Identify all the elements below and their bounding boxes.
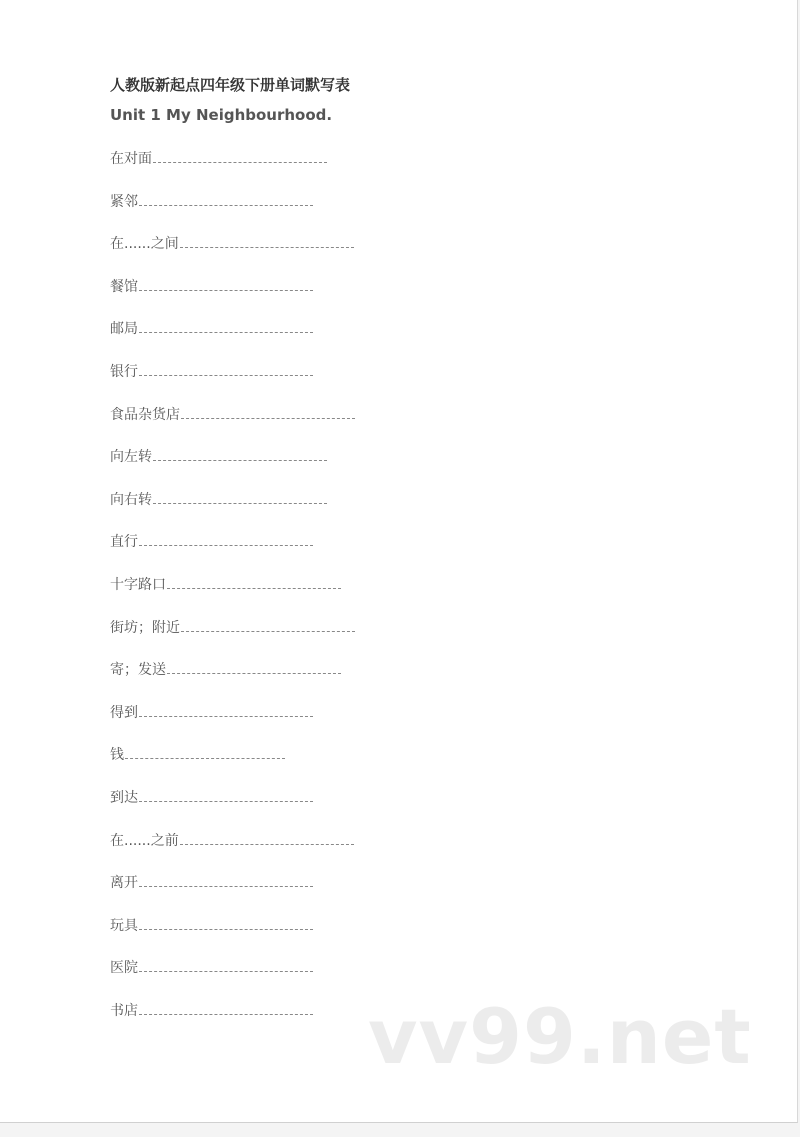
answer-blank bbox=[181, 617, 355, 632]
answer-blank bbox=[139, 872, 313, 887]
answer-blank bbox=[139, 531, 313, 546]
vocabulary-row bbox=[110, 361, 355, 404]
answer-blank bbox=[167, 659, 341, 674]
answer-blank bbox=[139, 957, 313, 972]
vocabulary-row bbox=[110, 574, 355, 617]
vocabulary-row bbox=[110, 830, 355, 873]
vocabulary-label: 向右转 bbox=[110, 491, 152, 508]
vocabulary-label: 到达 bbox=[110, 789, 138, 806]
vocabulary-label: 向左转 bbox=[110, 449, 152, 466]
vocabulary-label: 寄；发送 bbox=[110, 662, 166, 679]
answer-blank bbox=[125, 744, 285, 759]
vocabulary-row bbox=[110, 276, 355, 319]
vocabulary-row bbox=[110, 957, 355, 1000]
answer-blank bbox=[139, 318, 313, 333]
answer-blank bbox=[139, 787, 313, 802]
vocabulary-label: 邮局 bbox=[110, 321, 138, 338]
answer-blank bbox=[180, 233, 354, 248]
vocabulary-label: 得到 bbox=[110, 704, 138, 721]
vocabulary-label: 在......之前 bbox=[110, 832, 179, 849]
vocabulary-row bbox=[110, 787, 355, 830]
vocabulary-row bbox=[110, 744, 355, 787]
vocabulary-label: 在对面 bbox=[110, 151, 152, 167]
vocabulary-row bbox=[110, 915, 355, 958]
vocabulary-list bbox=[110, 148, 355, 1042]
vocabulary-row bbox=[110, 872, 355, 915]
vocabulary-label: 书店 bbox=[110, 1002, 138, 1019]
vocabulary-label: 直行 bbox=[110, 534, 138, 551]
vocabulary-label: 餐馆 bbox=[110, 278, 138, 295]
vocabulary-row bbox=[110, 489, 355, 532]
answer-blank bbox=[139, 276, 313, 291]
vocabulary-row bbox=[110, 404, 355, 447]
unit-heading: Unit 1 My Neighbourhood. bbox=[110, 106, 333, 124]
vocabulary-row bbox=[110, 617, 355, 660]
vocabulary-label: 钱 bbox=[110, 747, 124, 764]
answer-blank bbox=[167, 574, 341, 589]
vocabulary-row bbox=[110, 702, 355, 745]
vocabulary-label: 银行 bbox=[110, 363, 138, 380]
answer-blank bbox=[139, 191, 313, 206]
answer-blank bbox=[153, 148, 327, 163]
answer-blank bbox=[139, 915, 313, 930]
vocabulary-row bbox=[110, 531, 355, 574]
vocabulary-label: 十字路口 bbox=[110, 576, 166, 593]
answer-blank bbox=[139, 702, 313, 717]
answer-blank bbox=[153, 489, 327, 504]
vocabulary-label: 街坊；附近 bbox=[110, 619, 180, 636]
vocabulary-row bbox=[110, 233, 355, 276]
vocabulary-row bbox=[110, 191, 355, 234]
vocabulary-row bbox=[110, 659, 355, 702]
vocabulary-row bbox=[110, 1000, 355, 1043]
vocabulary-row bbox=[110, 318, 355, 361]
vocabulary-row bbox=[110, 148, 355, 191]
answer-blank bbox=[153, 446, 327, 461]
vocabulary-label: 食品杂货店 bbox=[110, 406, 180, 423]
answer-blank bbox=[139, 1000, 313, 1015]
vocabulary-label: 医院 bbox=[110, 960, 138, 977]
vocabulary-label: 玩具 bbox=[110, 917, 138, 934]
vocabulary-label: 在......之间 bbox=[110, 236, 179, 253]
vocabulary-label: 紧邻 bbox=[110, 193, 138, 210]
answer-blank bbox=[181, 404, 355, 419]
watermark: vv99.net bbox=[368, 992, 752, 1081]
vocabulary-label: 离开 bbox=[110, 875, 138, 892]
document-title: 人教版新起点四年级下册单词默写表 bbox=[110, 76, 351, 94]
vocabulary-row bbox=[110, 446, 355, 489]
answer-blank bbox=[139, 361, 313, 376]
answer-blank bbox=[180, 830, 354, 845]
